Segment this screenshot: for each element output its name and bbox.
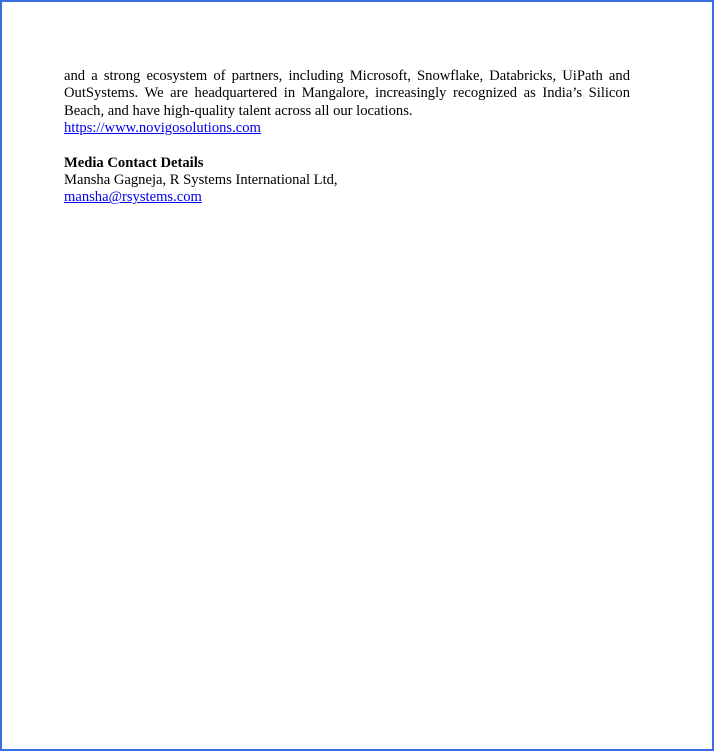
media-contact-name: Mansha Gagneja, R Systems International Ltd,: [64, 172, 338, 189]
website-link[interactable]: https://www.novigosolutions.com: [64, 120, 261, 137]
media-contact-email-link[interactable]: mansha@rsystems.com: [64, 189, 202, 206]
document-body: [64, 68, 630, 207]
media-contact-heading: Media Contact Details: [64, 154, 204, 171]
company-description-paragraph: and a strong ecosystem of partners, including Microsoft, Snowflake, Databricks, UiPath and OutSystems. We are headquartered in Mangalore, increasingly recognized as India’s Silicon Beach, and have high-quality talent across all our locations.: [64, 68, 630, 119]
